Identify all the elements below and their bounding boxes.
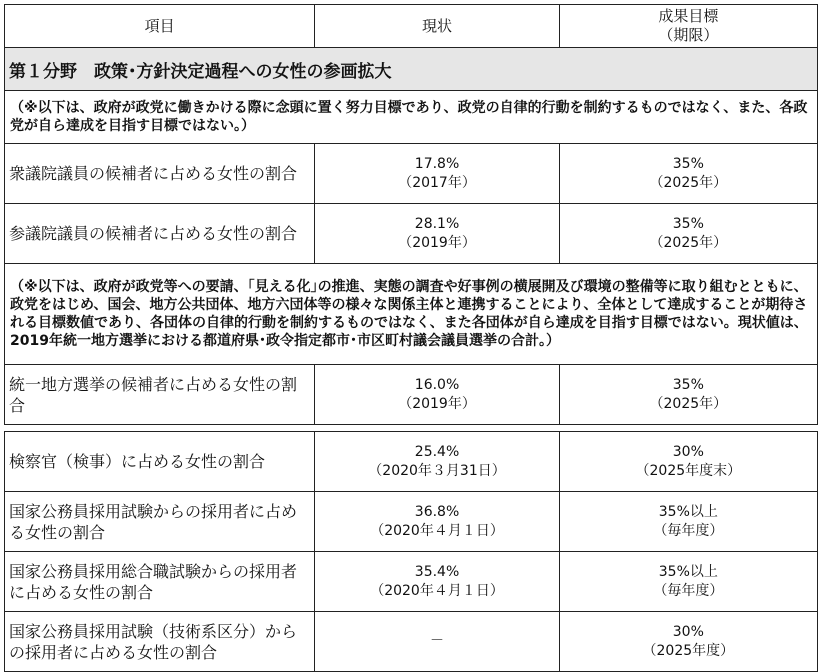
header-target xyxy=(559,5,817,48)
current-date: （2020年４月１日） xyxy=(370,522,504,539)
row-item: 参議院議員の候補者に占める女性の割合 xyxy=(5,204,315,264)
current-value: 28.1% xyxy=(414,215,460,232)
row-current xyxy=(315,365,559,425)
row-item: 衆議院議員の候補者に占める女性の割合 xyxy=(5,144,315,204)
current-date: （2017年） xyxy=(398,174,476,191)
header-row xyxy=(5,5,818,48)
target-date: （毎年度） xyxy=(653,522,724,539)
target-value: 35% xyxy=(672,215,704,232)
current-value: － xyxy=(430,633,445,649)
row-current xyxy=(315,144,559,204)
target-date: （毎年度） xyxy=(653,582,724,599)
current-value: 35.4% xyxy=(414,563,460,580)
target-value: 35%以上 xyxy=(658,563,718,580)
current-date: （2020年４月１日） xyxy=(370,582,504,599)
section-title: 第１分野 政策･方針決定過程への女性の参画拡大 xyxy=(5,48,818,91)
target-date: （2025年） xyxy=(649,395,728,412)
row-item: 国家公務員採用総合職試験からの採用者に占める女性の割合 xyxy=(5,552,315,612)
target-date: （2025年度） xyxy=(642,642,735,659)
table-row xyxy=(5,204,818,264)
row-target xyxy=(559,204,817,264)
row-current xyxy=(315,612,559,672)
note-text: （※以下は、政府が政党に働きかける際に念頭に置く努力目標であり、政党の自律的行動を制約するものではなく、また、各政党が自ら達成を目指す目標ではない。） xyxy=(5,91,818,144)
table-row xyxy=(5,492,818,552)
table-row xyxy=(5,612,818,672)
row-current xyxy=(315,204,559,264)
row-target xyxy=(559,432,817,492)
target-value: 30% xyxy=(672,623,704,640)
row-current xyxy=(315,432,559,492)
row-target xyxy=(559,492,817,552)
note-row xyxy=(5,91,818,144)
table-row xyxy=(5,432,818,492)
note-row xyxy=(5,264,818,365)
row-target xyxy=(559,365,817,425)
target-date: （2025年度末） xyxy=(635,462,742,479)
row-current xyxy=(315,492,559,552)
current-date: （2020年３月31日） xyxy=(368,462,506,479)
row-item: 国家公務員採用試験からの採用者に占める女性の割合 xyxy=(5,492,315,552)
targets-table xyxy=(4,4,818,672)
note-text: （※以下は、政府が政党等への要請、｢見える化｣の推進、実態の調査や好事例の横展開及び環境の整備等に取り組むとともに、政党をはじめ、国会、地方公共団体、地方六団体等の様々な関係主体と連携することにより、全体として達成することが期待される目標数値であり、各団体の自律的行動を制約するものではなく、また各団体が自ら達成を目指す目標ではない。現状値は、2019年統一地方選挙における都道府県･政令指定都市･市区町村議会議員選挙の合計。） xyxy=(5,264,818,365)
target-value: 30% xyxy=(672,443,704,460)
current-value: 25.4% xyxy=(414,443,460,460)
section-row xyxy=(5,48,818,91)
table-row xyxy=(5,144,818,204)
table-row xyxy=(5,365,818,425)
target-value: 35% xyxy=(672,376,704,393)
current-value: 17.8% xyxy=(414,155,460,172)
header-target-deadline: （期限） xyxy=(658,26,719,44)
current-value: 36.8% xyxy=(414,503,460,520)
table-gap xyxy=(5,425,818,432)
row-item: 統一地方選挙の候補者に占める女性の割合 xyxy=(5,365,315,425)
row-target xyxy=(559,144,817,204)
row-target xyxy=(559,612,817,672)
current-value: 16.0% xyxy=(414,376,460,393)
row-item: 検察官（検事）に占める女性の割合 xyxy=(5,432,315,492)
row-item: 国家公務員採用試験（技術系区分）からの採用者に占める女性の割合 xyxy=(5,612,315,672)
header-item: 項目 xyxy=(5,5,315,48)
target-value: 35%以上 xyxy=(658,503,718,520)
header-current: 現状 xyxy=(315,5,559,48)
target-value: 35% xyxy=(672,155,704,172)
row-target xyxy=(559,552,817,612)
row-current xyxy=(315,552,559,612)
current-date: （2019年） xyxy=(398,234,476,251)
header-target-label: 成果目標 xyxy=(658,7,719,25)
current-date: （2019年） xyxy=(398,395,476,412)
table-row xyxy=(5,552,818,612)
target-date: （2025年） xyxy=(649,174,728,191)
target-date: （2025年） xyxy=(649,234,728,251)
